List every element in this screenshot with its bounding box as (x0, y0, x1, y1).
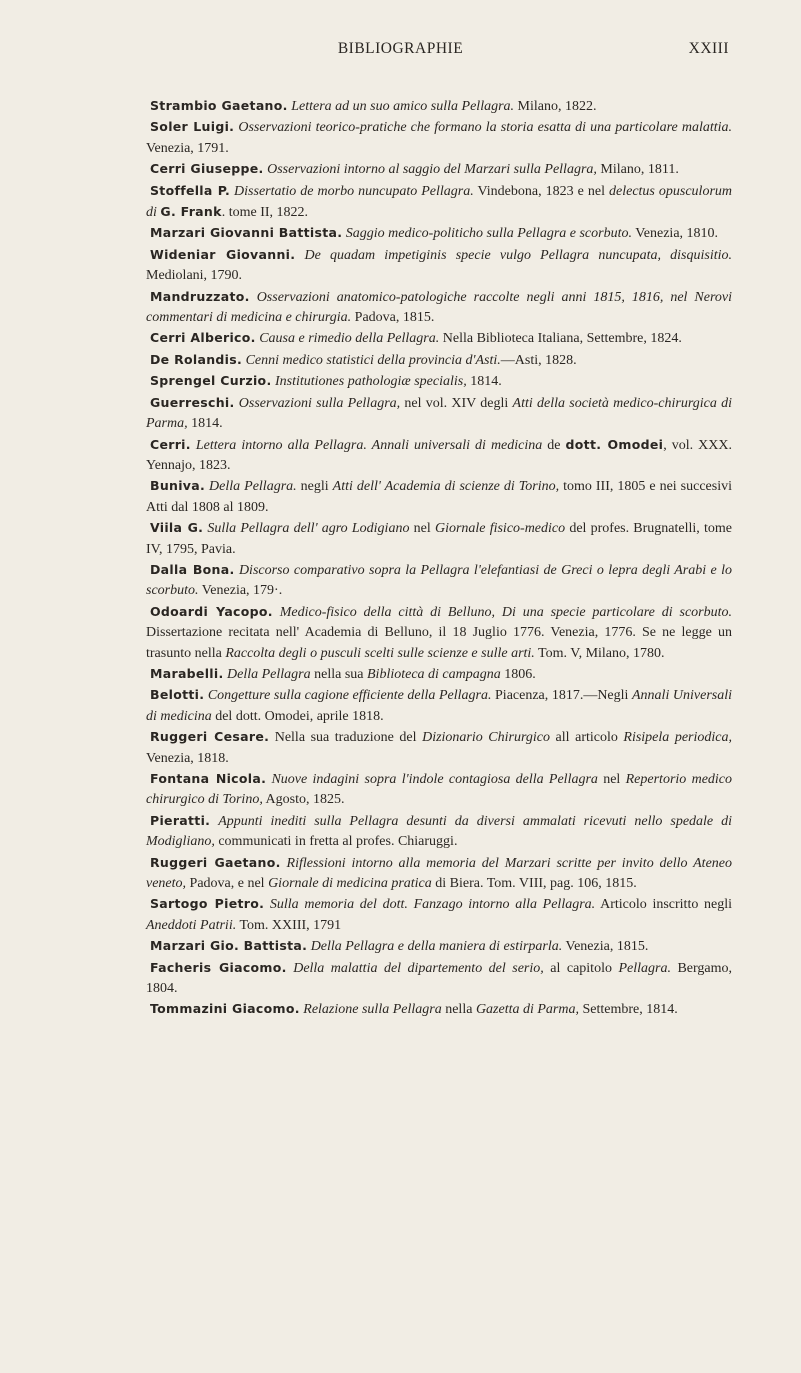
entry-text: nella (441, 1002, 476, 1018)
entry-text: —Asti, 1828. (500, 352, 577, 368)
entry-author: Cerri. (150, 436, 191, 452)
entry-title-italic: Relazione sulla Pellagra (303, 1002, 442, 1018)
entry-author: Facheris Giacomo. (150, 959, 287, 975)
entry-title-italic: Congetture sulla cagione efficiente della Pellagra. (207, 688, 492, 704)
bibliography-entry (146, 518, 732, 560)
entry-text: Tom. V, Milano, 1780. (534, 645, 665, 661)
bibliography-entry (146, 958, 732, 1000)
entry-text: Venezia, 179·. (198, 583, 283, 599)
entry-title-italic: De quadam impetiginis specie vulgo Pellagra nuncupata, disquisitio. (304, 247, 733, 263)
bibliography-entry (146, 96, 732, 117)
bibliography-entry (146, 999, 732, 1020)
entry-title-italic: Nuove indagini sopra l'indole contagiosa della Pellagra (271, 772, 598, 787)
entry-title-italic: Discorso comparativo sopra la Pellagra l'elefantiasi de Greci o lepra degli Arabi e lo scorbuto. (146, 562, 733, 599)
entry-author: Tommazini Giacomo. (150, 1001, 300, 1017)
entry-title-italic: Gazetta di Parma, (475, 1002, 579, 1018)
bibliography-entry (146, 811, 732, 853)
entry-author: De Rolandis. (150, 351, 243, 367)
entry-text: Vindebona, 1823 e nel (473, 183, 609, 199)
bibliography-entry (146, 727, 732, 769)
entry-bold-name: dott. Omodei (565, 436, 664, 452)
bibliography-entry (146, 936, 732, 957)
entry-title-italic: Della Pellagra e della maniera di estirparla. (310, 939, 563, 955)
entry-author: Marabelli. (150, 665, 224, 681)
entry-title-italic: Atti della società medico-chirurgica di Parma, (146, 395, 733, 432)
bibliography-entry (146, 350, 732, 371)
entry-text: al capitolo (543, 960, 619, 976)
entry-text: del profes. Brugnatelli, tome IV, 1795, Pavia. (146, 521, 732, 557)
entry-title-italic: Biblioteca di campagna (367, 666, 501, 682)
entry-title-italic: Aneddoti Patrii. (146, 917, 237, 933)
entry-text: nel vol. XIV degli (400, 395, 513, 411)
entry-text: communicati in fretta al profes. Chiaruggi. (214, 834, 458, 850)
bibliography-entry (146, 245, 732, 287)
entry-text: Venezia, 1810. (631, 226, 719, 242)
entry-text: . tome II, 1822. (221, 205, 309, 221)
entry-author: Pieratti. (150, 812, 211, 828)
entry-title-italic: Della Pellagra. (209, 479, 297, 495)
entry-author: Fontana Nicola. (150, 771, 267, 786)
entry-author: Sartogo Pietro. (150, 896, 265, 912)
bibliography-entry (146, 371, 732, 392)
entry-text: Padova, e nel (186, 876, 269, 892)
entry-title-italic: Riflessioni intorno alla memoria del Marzari scritte per invito dello Ateneo veneto, (146, 855, 732, 892)
entry-author: Marzari Gio. Battista. (150, 938, 308, 954)
entry-text: 1814. (466, 374, 502, 390)
entry-text: all articolo (550, 730, 624, 746)
bibliography-entry (146, 664, 732, 685)
entry-text: de (542, 437, 566, 453)
entry-title-italic: Risipela periodica, (623, 730, 732, 746)
entry-text: Venezia, 1818. (146, 750, 229, 766)
entry-text: tomo III, 1805 e nei succesivi Atti dal 1808 al 1809. (146, 479, 732, 515)
entry-title-italic: Saggio medico-politicho sulla Pellagra e scorbuto. (345, 226, 632, 242)
entry-title-italic: Dissertatio de morbo nuncupato Pellagra. (234, 183, 474, 199)
entry-title-italic: Giornale fisico-medico (434, 521, 566, 537)
entry-author: Dalla Bona. (150, 561, 235, 577)
entry-author: Marzari Giovanni Battista. (150, 225, 343, 241)
entry-text: Venezia, 1815. (562, 939, 649, 955)
entry-author: Buniva. (150, 478, 206, 494)
entry-author: Strambio Gaetano. (150, 98, 288, 113)
bibliography-entry (146, 117, 732, 159)
entry-author: Cerri Alberico. (150, 330, 256, 346)
entry-text: del dott. Omodei, aprile 1818. (211, 708, 384, 724)
entry-author: Ruggeri Cesare. (150, 729, 270, 745)
bibliography-entry (146, 223, 732, 244)
entry-title-italic: Repertorio medico chirurgico di Torino, (146, 772, 733, 808)
entry-title-italic: Della Pellagra (227, 666, 311, 682)
entry-text: Milano, 1811. (596, 162, 679, 178)
entry-title-italic: Sulla memoria del dott. Fanzago intorno alla Pellagra. (269, 897, 596, 913)
entry-author: Odoardi Yacopo. (150, 603, 273, 619)
entry-author: Sprengel Curzio. (150, 373, 272, 389)
entry-text: Nella sua traduzione del (269, 730, 423, 746)
bibliography-entry (146, 328, 732, 349)
entry-author: Cerri Giuseppe. (150, 161, 264, 177)
entry-text: di Biera. Tom. VIII, pag. 106, 1815. (431, 876, 637, 892)
entry-title-italic: Giornale di medicina pratica (268, 876, 432, 892)
bibliography-entry (146, 685, 732, 727)
entry-title-italic: Pellagra. (618, 960, 671, 976)
entry-title-italic: delectus opusculorum di (146, 183, 733, 221)
entry-text: Bergamo, 1804. (146, 960, 733, 997)
entry-text (273, 605, 280, 620)
entry-author: Stoffella P. (150, 182, 231, 198)
bibliography-list (146, 96, 732, 1021)
entry-title-italic: Annali Universali di medicina (146, 688, 732, 724)
entry-title-italic: Atti dell' Academia di scienze di Torino, (332, 479, 560, 495)
entry-author: Belotti. (150, 687, 205, 703)
entry-title-italic: Osservazioni sulla Pellagra, (238, 395, 401, 411)
entry-text: Milano, 1822. (514, 99, 597, 114)
entry-text: Agosto, 1825. (262, 792, 345, 808)
entry-title-italic: Sulla Pellagra dell' agro Lodigiano (207, 521, 410, 537)
entry-text: Settembre, 1814. (579, 1002, 678, 1018)
entry-author: Soler Luigi. (150, 119, 235, 135)
entry-text (210, 814, 218, 829)
page-number: XXIII (688, 40, 729, 57)
entry-text: Mediolani, 1790. (146, 268, 243, 284)
entry-title-italic: Lettera ad un suo amico sulla Pellagra. (291, 99, 515, 114)
entry-title-italic: Institutiones pathologiæ specialis, (275, 374, 467, 390)
entry-title-italic: Osservazioni teorico-pratiche che formano la storia esatta di una particolare malattia. (238, 120, 733, 136)
entry-text (250, 290, 257, 305)
bibliography-entry (146, 435, 732, 477)
bibliography-entry (146, 560, 732, 602)
bibliography-entry (146, 287, 732, 329)
entry-title-italic: Appunti inediti sulla Pellagra desunti da diversi ammalati ricevuti nello spedale di Modigliano, (146, 813, 732, 850)
entry-text: Piacenza, 1817.—Negli (491, 688, 632, 704)
entry-text: Nella Biblioteca Italiana, Settembre, 1824. (439, 331, 682, 347)
entry-text: nella sua (310, 666, 367, 682)
bibliography-entry (146, 853, 732, 895)
entry-author: Wideniar Giovanni. (150, 246, 296, 262)
entry-title-italic: Della malattia del dipartemento del serio, (293, 960, 544, 976)
entry-title-italic: Causa e rimedio della Pellagra. (259, 331, 440, 347)
entry-bold-name: G. Frank (160, 204, 222, 220)
entry-title-italic: Cenni medico statistici della provincia d'Asti. (245, 352, 501, 368)
entry-text: Tom. XXIII, 1791 (236, 917, 342, 933)
entry-title-italic: Dizionario Chirurgico (422, 730, 551, 746)
entry-text: , vol. XXX. Yennajo, 1823. (146, 437, 732, 473)
bibliography-entry (146, 181, 732, 224)
bibliography-entry (146, 159, 732, 180)
entry-author: Mandruzzato. (150, 288, 250, 304)
entry-text: Padova, 1815. (351, 310, 435, 326)
bibliography-entry (146, 602, 732, 664)
bibliography-entry (146, 769, 732, 811)
entry-text: nel (409, 521, 435, 537)
entry-text: Dissertazione recitata nell' Academia di Belluno, il 18 Juglio 1776. Venezia, 1776. Se ne legge un trasunto nella (146, 625, 732, 661)
entry-text: negli (296, 479, 333, 495)
entry-author: Ruggeri Gaetano. (150, 854, 281, 870)
entry-text: Articolo inscritto negli (595, 897, 733, 913)
entry-text: nel (597, 772, 626, 787)
entry-text: 1814. (187, 416, 223, 432)
entry-title-italic: Osservazioni anatomico-patologiche raccolte negli anni 1815, 1816, nel Nerovi commentari di medicina e chirurgia. (146, 289, 733, 326)
entry-text: Venezia, 1791. (146, 140, 229, 156)
running-title: BIBLIOGRAPHIE (337, 40, 464, 57)
entry-author: Viila G. (150, 520, 204, 536)
bibliography-entry (146, 476, 732, 518)
entry-title-italic: Osservazioni intorno al saggio del Marzari sulla Pellagra, (267, 162, 597, 178)
entry-title-italic: Medico-fisico della città di Belluno, Di una specie particolare di scorbuto. (279, 604, 733, 620)
entry-title-italic: Raccolta degli o pusculi scelti sulle scienze e sulle arti. (225, 645, 535, 661)
entry-text: 1806. (500, 666, 536, 682)
entry-author: Guerreschi. (150, 394, 235, 410)
entry-title-italic: Lettera intorno alla Pellagra. Annali universali di medicina (195, 437, 543, 453)
bibliography-entry (146, 393, 732, 435)
bibliography-entry (146, 894, 732, 936)
